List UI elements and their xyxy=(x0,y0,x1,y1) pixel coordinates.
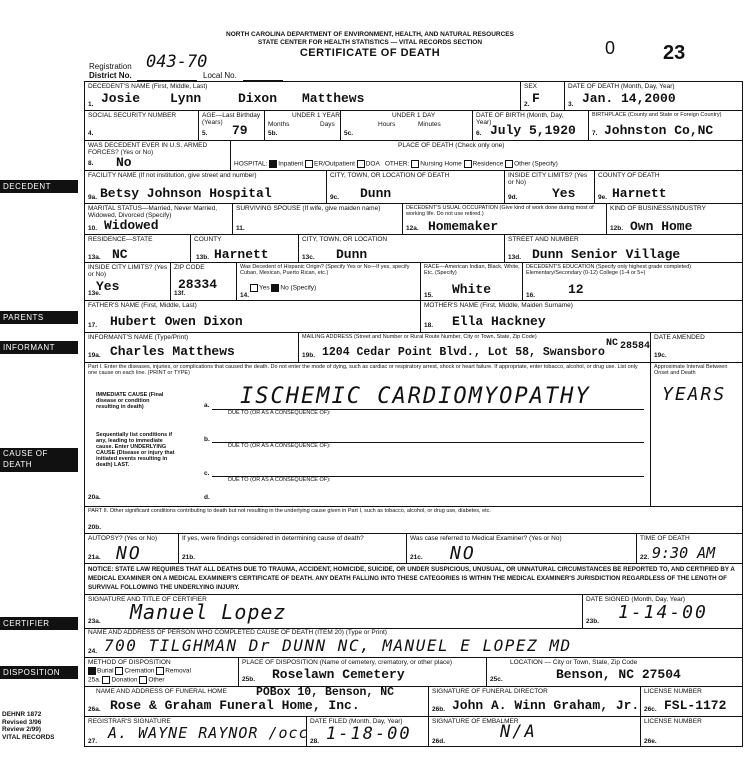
informant-zip: 28584 xyxy=(620,341,651,352)
corner-number: 23 xyxy=(663,42,686,64)
father-name: Hubert Owen Dixon xyxy=(110,314,243,329)
immediate-cause: ISCHEMIC CARDIOMYOPATHY xyxy=(240,384,591,409)
other-disposition-checkbox xyxy=(139,676,147,684)
local-label: Local No. xyxy=(203,71,237,80)
certifier-address: 700 TILGHMAN Dr DUNN NC, MANUEL E LOPEZ MD xyxy=(104,636,572,655)
race-value: White xyxy=(452,282,492,297)
informant-state: NC xyxy=(606,338,619,349)
sex-value: F xyxy=(532,91,540,106)
education-value: 12 xyxy=(568,282,584,297)
other-checkbox xyxy=(505,160,513,168)
name-label: DECEDENT'S NAME (First, Middle, Last) xyxy=(88,83,208,90)
birthplace-value: Johnston Co,NC xyxy=(604,123,714,138)
side-label-disposition: DISPOSITION xyxy=(0,666,78,679)
inpatient-checkbox xyxy=(269,160,277,168)
side-label-informant: INFORMANT xyxy=(0,341,78,354)
funeral-home-address: POBox 10, Benson, NC xyxy=(256,686,395,699)
corner-zero: 0 xyxy=(605,38,616,58)
district-label: District No. xyxy=(89,71,132,80)
form-id-block: DEHNR 1872 Revised 3/96 Review 2/99) VITAL RECORDS xyxy=(2,711,55,741)
funeral-license-number: FSL-1172 xyxy=(664,698,727,713)
side-label-certifier: CERTIFIER xyxy=(0,617,78,630)
certifier-signature: Manuel Lopez xyxy=(130,600,287,624)
autopsy-value: NO xyxy=(116,543,142,564)
kind-of-business: Own Home xyxy=(630,219,693,234)
side-label-cause: CAUSE OF DEATH xyxy=(0,448,78,472)
informant-address: 1204 Cedar Point Blvd., Lot 58, Swansboro xyxy=(322,346,605,359)
residence-county: Harnett xyxy=(214,247,269,262)
disposition-location: Benson, NC 27504 xyxy=(556,667,681,682)
date-of-death: Jan. 14,2000 xyxy=(582,91,676,106)
burial-checkbox xyxy=(88,667,96,675)
side-label-parents: PARENTS xyxy=(0,311,78,324)
agency-line-2: STATE CENTER FOR HEALTH STATISTICS — VITAL RECORDS SECTION xyxy=(257,39,483,46)
residence-checkbox xyxy=(464,160,472,168)
armed-forces-value: No xyxy=(116,155,132,170)
inside-city-limits: Yes xyxy=(552,186,576,201)
nursing-checkbox xyxy=(411,160,419,168)
residence-city: Dunn xyxy=(336,247,368,262)
date-filed: 1-18-00 xyxy=(326,724,412,744)
certificate-title: CERTIFICATE OF DEATH xyxy=(299,47,441,59)
interval-value: YEARS xyxy=(662,384,727,405)
decedent-last-name-b: Matthews xyxy=(302,91,365,106)
age-value: 79 xyxy=(232,123,248,138)
hispanic-no-checkbox xyxy=(271,284,279,292)
decedent-last-name-a: Dixon xyxy=(238,91,278,106)
mother-name: Ella Hackney xyxy=(452,314,546,329)
residence-inside-city: Yes xyxy=(96,279,120,294)
decedent-first-name: Josie xyxy=(101,91,141,106)
funeral-home-name: Rose & Graham Funeral Home, Inc. xyxy=(110,698,360,713)
residence-state: NC xyxy=(112,247,128,262)
time-of-death: 9:30 AM xyxy=(652,544,716,562)
medical-examiner-value: NO xyxy=(450,543,476,564)
date-signed: 1-14-00 xyxy=(618,602,708,623)
residence-zip: 28334 xyxy=(178,277,218,292)
hispanic-yes-checkbox xyxy=(250,284,258,292)
usual-occupation: Homemaker xyxy=(428,219,499,234)
cremation-checkbox xyxy=(115,667,123,675)
facility-name: Betsy Johnson Hospital xyxy=(100,186,272,201)
funeral-director-signature: John A. Winn Graham, Jr. xyxy=(452,698,640,713)
donation-checkbox xyxy=(102,676,110,684)
decedent-middle-name: Lynn xyxy=(170,91,202,106)
registrar-signature: A. WAYNE RAYNOR /occ xyxy=(108,724,309,742)
removal-checkbox xyxy=(156,667,164,675)
residence-street: Dunn Senior Village xyxy=(532,247,681,262)
notice-text: NOTICE: STATE LAW REQUIRES THAT ALL DEATHS DUE TO TRAUMA, ACCIDENT, HOMICIDE, SUICIDE, OR UNDER SUSPICIOUS, UNUSUAL, OR UNNATURAL CIRCUMSTANCES BE REPORTED TO, AND CERTIFIED BY A MEDICAL EXAMINER ON A MEDICAL EXAMINER'S CERTIFICATE OF DEATH. ANY DEATH FALLING INTO THESE CATEGORIES IS WITHIN THE MEDICAL EXAMINER'S JURISDICTION REGARDLESS OF THE LENGTH OF SURVIVAL FOLLOWING THE UNDERLYING INJURY. xyxy=(88,566,735,591)
date-of-birth: July 5,1920 xyxy=(490,123,576,138)
city-of-death: Dunn xyxy=(360,186,392,201)
county-of-death: Harnett xyxy=(612,186,667,201)
informant-name: Charles Matthews xyxy=(110,344,235,359)
disposition-place: Roselawn Cemetery xyxy=(272,667,405,682)
doa-checkbox xyxy=(357,160,365,168)
side-label-decedent: DECEDENT xyxy=(0,180,78,193)
agency-line-1: NORTH CAROLINA DEPARTMENT OF ENVIRONMENT, HEALTH, AND NATURAL RESOURCES xyxy=(226,31,514,38)
embalmer-signature: N/A xyxy=(500,722,537,742)
marital-status: Widowed xyxy=(104,218,159,233)
er-checkbox xyxy=(305,160,313,168)
registration-number: 043-70 xyxy=(146,52,208,72)
registration-label: Registration xyxy=(89,62,132,71)
